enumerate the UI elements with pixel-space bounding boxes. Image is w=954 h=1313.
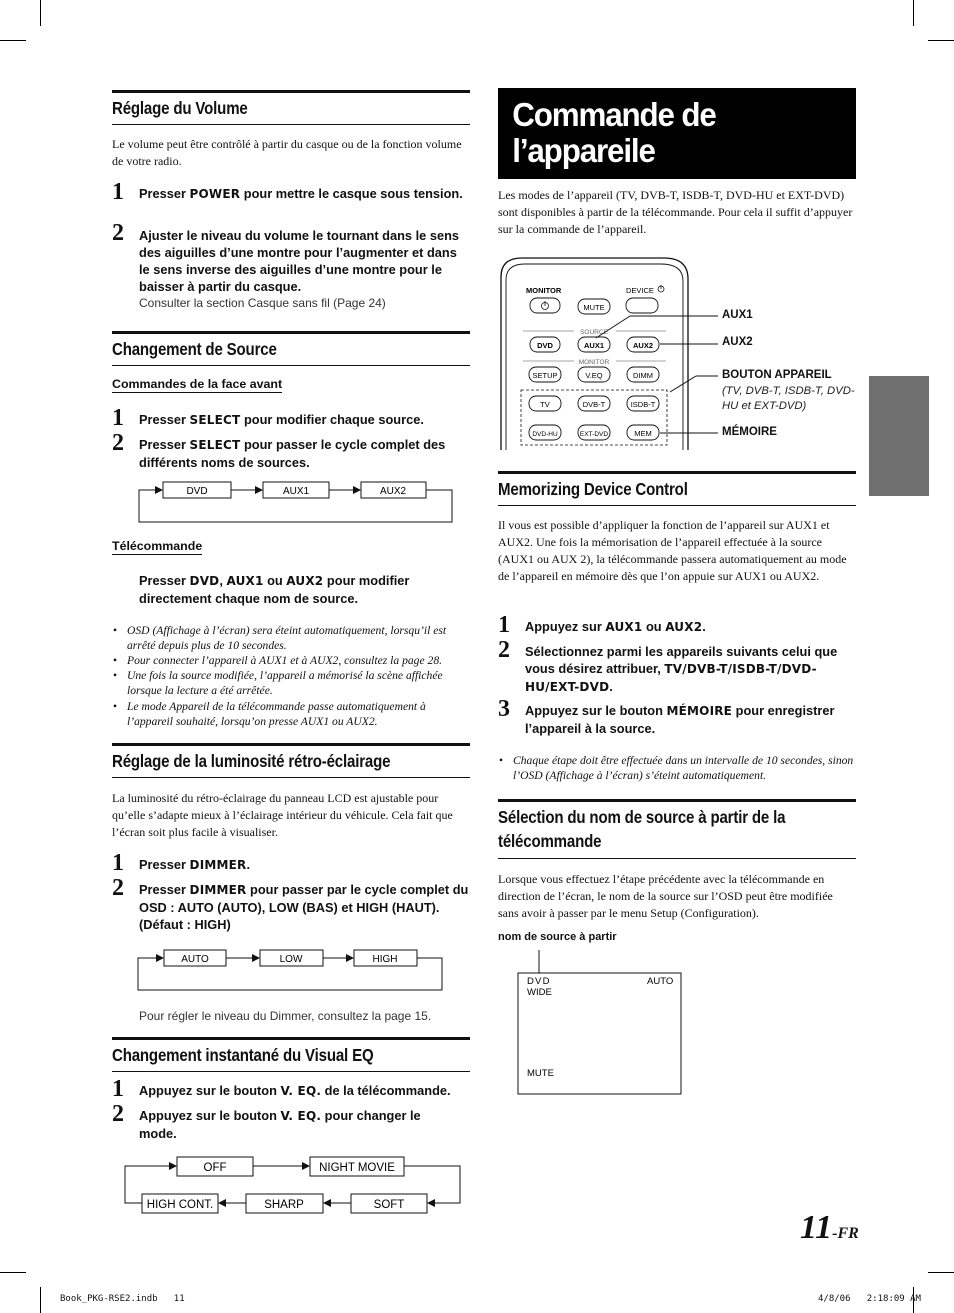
step-number: 2 <box>112 220 124 246</box>
callout-device-button: BOUTON APPAREIL <box>722 369 832 381</box>
memorize-heading: Memorizing Device Control <box>498 471 856 506</box>
source-heading: Changement de Source <box>112 331 470 366</box>
btn-text: AUX1 <box>583 341 605 350</box>
step-number: 1 <box>112 1076 124 1102</box>
btn-text: EXT-DVD <box>579 431 609 438</box>
volume-step2: Ajuster le niveau du volume le tournant dans le sens des aiguilles d’une montre pour l’augmenter et dans le sens inverse des aiguilles d’une montre pour le baisser à partir du casque. <box>139 228 460 294</box>
page-number: 11-FR <box>800 1209 859 1246</box>
btn-text: TV <box>540 400 550 409</box>
flow-text: NIGHT MOVIE <box>319 1162 395 1174</box>
callout-aux2: AUX2 <box>722 336 753 348</box>
volume-step1: Presser POWER pour mettre le casque sous tension. <box>139 186 463 201</box>
osd-screen <box>517 944 683 1096</box>
osd-source: DVD <box>527 976 551 987</box>
monitor-group-label: MONITOR <box>578 359 610 366</box>
backlight-step2: Presser DIMMER pour passer par le cycle complet du OSD : AUTO (AUTO), LOW (BAS) et HIGH (HAUT). (Défaut : HIGH) <box>139 882 469 932</box>
device-intro: Les modes de l’appareil (TV, DVB-T, ISDB-T, DVD-HU et EXT-DVD) sont disponibles à partir de la télécommande. Pour cela il suffit d’appuyer sur la commande de l’appareil. <box>498 188 853 236</box>
callout-memory: MÉMOIRE <box>722 426 777 438</box>
rename-heading: Sélection du nom de source à partir de la télécommande <box>498 799 856 859</box>
flow-text: AUX1 <box>282 486 310 497</box>
backlight-intro: La luminosité du rétro-éclairage du panneau LCD est ajustable pour qu’elle s’adapte mieux à l’éclairage intérieur du véhicule. Cela fait que l’écran soit plus facile à visualiser. <box>112 791 453 839</box>
flow-text: HIGH CONT. <box>146 1199 214 1211</box>
step-number: 1 <box>498 612 510 638</box>
veq-step2: Appuyez sur le bouton V. EQ. pour changer le mode. <box>139 1108 421 1141</box>
backlight-step1: Presser DIMMER. <box>139 857 251 872</box>
flow-text: SOFT <box>373 1199 405 1211</box>
btn-text: DVD <box>537 341 553 350</box>
volume-note: Consulter la section Casque sans fil (Page 24) <box>139 296 386 310</box>
source-cycle-diagram <box>130 478 460 526</box>
memorize-intro: Il vous est possible d’appliquer la fonction de l’appareil sur AUX1 et AUX2. Une fois la mémorisation de l’appareil effectuée à la source (AUX1 ou AUX 2), la télécommande passera automatiquement au mode de l’appareil en mémoire dès que l’on appuie sur AUX1 ou AUX2. <box>498 518 847 583</box>
step-number: 2 <box>112 1101 124 1127</box>
source-note: • Pour connecter l’appareil à AUX1 et à AUX2, consultez la page 28. <box>113 654 443 667</box>
callout-device-list: (TV, DVB-T, ISDB-T, DVD-HU et EXT-DVD) <box>722 385 855 412</box>
flow-text: OFF <box>203 1162 227 1174</box>
btn-text: SETUP <box>532 371 558 380</box>
volume-heading: Réglage du Volume <box>112 90 470 125</box>
step-number: 2 <box>498 637 510 663</box>
osd-mode: AUTO <box>647 976 674 987</box>
monitor-label: MONITOR <box>526 286 562 295</box>
flow-text: DVD <box>186 486 208 497</box>
source-note: • Une fois la source modifiée, l’appareil a mémorisé la scène affichée lorsque la lecture a été arrêtée. <box>113 669 443 698</box>
osd-aspect: WIDE <box>527 987 552 998</box>
step-number: 1 <box>112 179 124 205</box>
backlight-heading: Réglage de la luminosité rétro-éclairage <box>112 743 470 778</box>
rename-intro: Lorsque vous effectuez l’étape précédente avec la télécommande en direction de l’écran, le nom de la source sur l’OSD peut être modifiée sans avoir à passer par le menu Setup (Configuration). <box>498 872 833 920</box>
btn-text: V.EQ <box>585 371 603 380</box>
btn-text: MEM <box>634 429 652 438</box>
footer-date: 4/8/06 2:18:09 AM <box>818 1294 921 1304</box>
btn-text: ISDB-T <box>630 400 656 409</box>
footer-file: Book_PKG-RSE2.indb 11 <box>60 1294 185 1304</box>
veq-step1: Appuyez sur le bouton V. EQ. de la télécommande. <box>139 1083 451 1098</box>
memorize-step3: Appuyez sur le bouton MÉMOIRE pour enregistrer l’appareil à la source. <box>525 703 835 736</box>
btn-text: DVB-T <box>582 400 606 409</box>
remote-step: Presser DVD, AUX1 ou AUX2 pour modifier directement chaque nom de source. <box>139 573 410 606</box>
step-number: 2 <box>112 430 124 456</box>
step-number: 1 <box>112 850 124 876</box>
dimmer-cycle-diagram <box>130 946 450 994</box>
btn-text: DIMM <box>633 371 653 380</box>
memorize-step2: Sélectionnez parmi les appareils suivants celui que vous désirez attribuer, TV/DVB-T/ISDB-T/DVD-HU/EXT-DVD. <box>525 644 838 694</box>
source-note: • OSD (Affichage à l’écran) sera éteint automatiquement, lorsqu’il est arrêté depuis plus de 10 secondes. <box>113 624 447 653</box>
source-note: • Le mode Appareil de la télécommande passe automatiquement à l’appareil souhaité, lorsqu’on presse AUX1 ou AUX2. <box>113 700 426 729</box>
volume-intro: Le volume peut être contrôlé à partir du casque ou de la fonction volume de votre radio. <box>112 137 462 168</box>
memorize-step1: Appuyez sur AUX1 ou AUX2. <box>525 619 706 634</box>
osd-label: nom de source à partir <box>498 931 617 943</box>
step-number: 2 <box>112 875 124 901</box>
btn-text: DVD-HU <box>532 431 558 438</box>
flow-text: SHARP <box>264 1199 304 1211</box>
remote-label: Télécommande <box>112 539 203 553</box>
veq-heading: Changement instantané du Visual EQ <box>112 1037 470 1072</box>
device-label: DEVICE <box>626 286 654 295</box>
front-panel-label: Commandes de la face avant <box>112 377 283 391</box>
source-label: SOURCE <box>580 329 608 336</box>
flow-text: AUX2 <box>379 486 407 497</box>
flow-text: AUTO <box>181 954 209 965</box>
osd-mute: MUTE <box>527 1068 554 1079</box>
source-step2: Presser SELECT pour passer le cycle complet des différents noms de sources. <box>139 437 446 470</box>
dimmer-note: Pour régler le niveau du Dimmer, consultez la page 15. <box>139 1009 432 1023</box>
step-number: 1 <box>112 405 124 431</box>
mute-text: MUTE <box>583 303 605 312</box>
flow-text: HIGH <box>372 954 398 965</box>
page-title: Commande de l’appareile <box>498 88 856 179</box>
memorize-note: • Chaque étape doit être effectuée dans un intervalle de 10 secondes, sinon l’OSD (Affichage à l’écran) s’éteint automatiquement. <box>499 754 854 783</box>
callout-aux1: AUX1 <box>722 309 753 321</box>
veq-cycle-diagram <box>118 1152 468 1218</box>
flow-text: LOW <box>279 954 303 965</box>
callout-lines <box>590 300 720 445</box>
side-tab <box>869 376 929 496</box>
step-number: 3 <box>498 696 510 722</box>
source-step1: Presser SELECT pour modifier chaque source. <box>139 412 424 427</box>
btn-text: AUX2 <box>632 341 654 350</box>
